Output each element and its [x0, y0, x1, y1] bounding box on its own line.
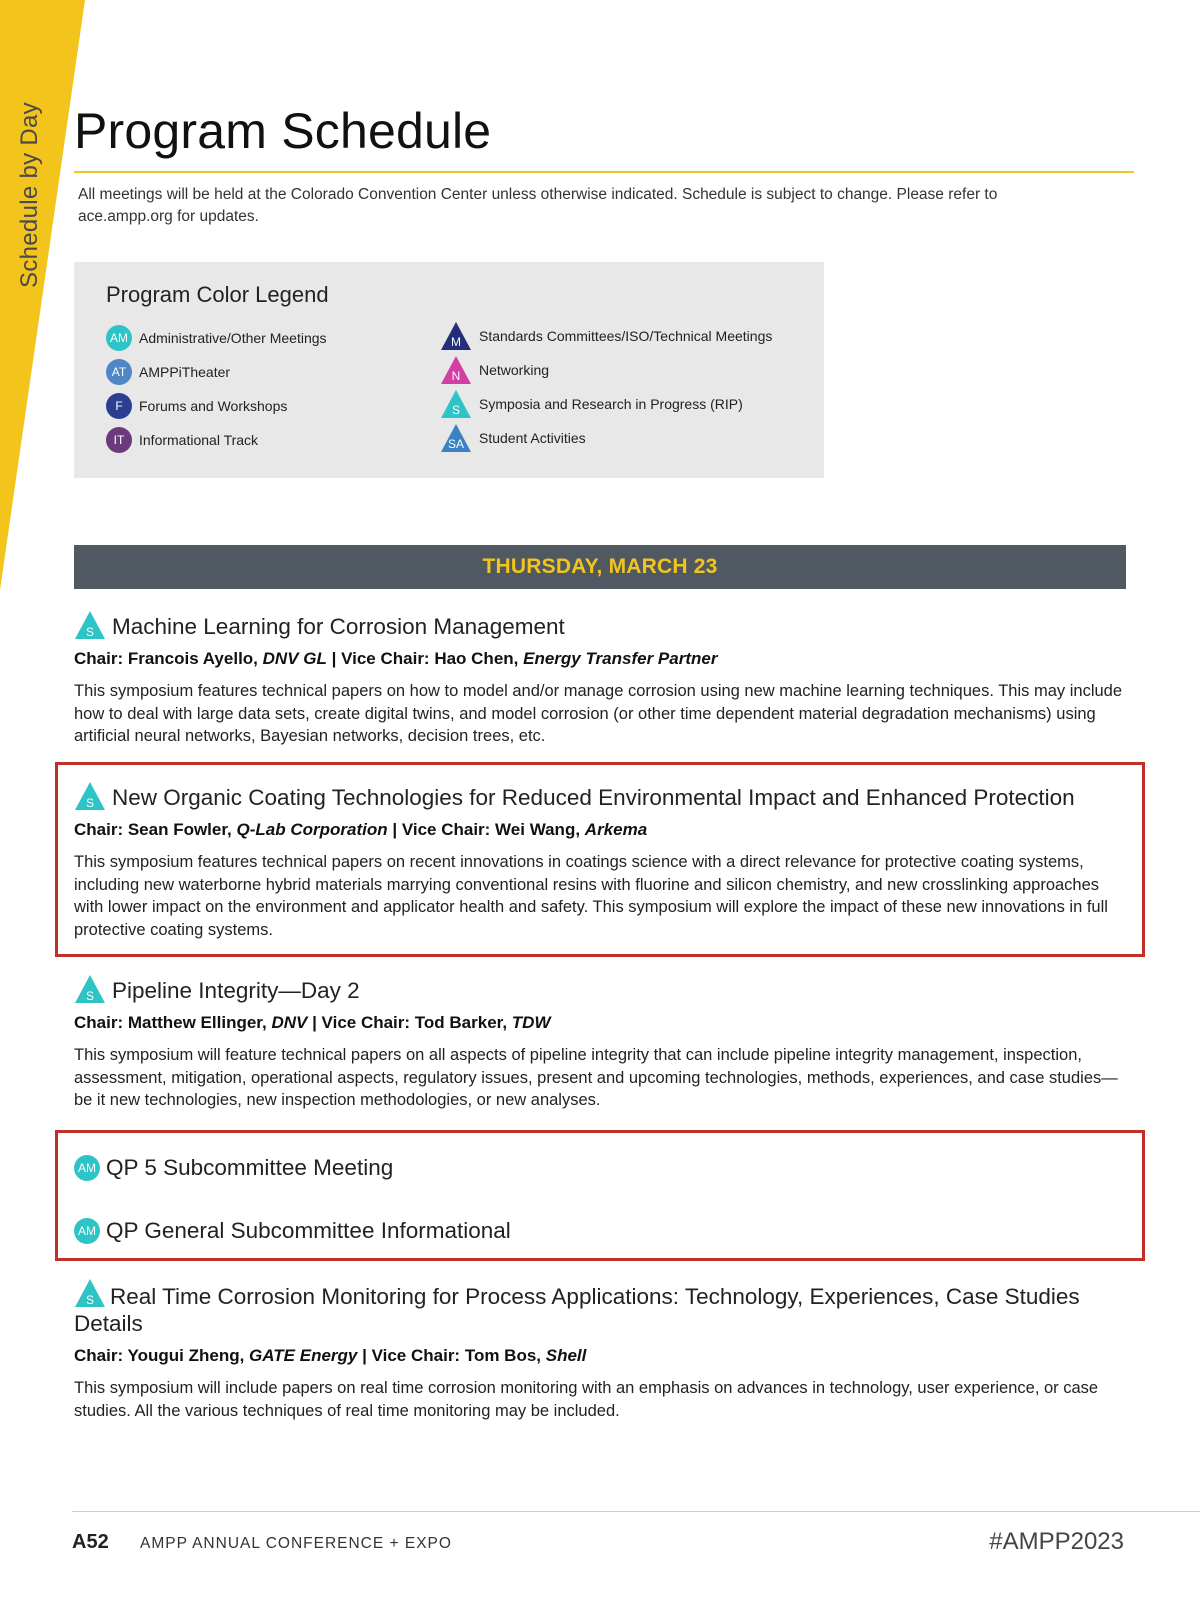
svg-text:S: S	[451, 403, 461, 417]
chair-label: Chair: Yougui Zheng,	[74, 1346, 245, 1365]
chair-org: DNV	[271, 1013, 308, 1032]
am-circle-icon: AM	[106, 325, 132, 351]
chair-label: Chair: Francois Ayello,	[74, 649, 258, 668]
svg-text:S: S	[85, 796, 95, 810]
at-circle-icon: AT	[106, 359, 132, 385]
side-tab-label: Schedule by Day	[16, 102, 44, 288]
legend-label: Student Activities	[479, 430, 586, 446]
legend-item-student	[440, 423, 586, 453]
legend-item-informational	[106, 427, 258, 453]
vice-chair-label: | Vice Chair: Hao Chen,	[331, 649, 519, 668]
legend-item-amppitheater	[106, 359, 230, 385]
n-triangle-icon	[440, 355, 472, 385]
legend-label: Informational Track	[139, 432, 259, 448]
session-description: This symposium will include papers on real time corrosion monitoring with an emphasis on advances in technology, user experience, or case studies. All the various techniques of real time monitoring may be included.	[74, 1379, 1099, 1420]
chair-org: Q-Lab Corporation	[236, 820, 388, 839]
session-title: Real Time Corrosion Monitoring for Process Applications: Technology, Experiences, Case Studies Details	[74, 1284, 1080, 1336]
vice-chair-org: Shell	[545, 1346, 587, 1365]
legend-item-symposia	[440, 389, 743, 419]
svg-text:S: S	[85, 625, 95, 639]
svg-text:SA: SA	[447, 437, 465, 451]
m-triangle-icon	[440, 321, 472, 351]
session-heading	[74, 1217, 1129, 1244]
session-description: This symposium will feature technical papers on all aspects of pipeline integrity that can include pipeline integrity management, inspection, assessment, mitigation, operational aspects, regulatory issues, present and upcoming technologies, methods, experiences, and case studies—be it new technologies, new inspection methodologies, or new analyses.	[74, 1046, 1118, 1109]
am-circle-icon: AM	[74, 1218, 100, 1244]
legend-label: Symposia and Research in Progress (RIP)	[479, 396, 743, 412]
program-color-legend	[74, 262, 824, 478]
session-machine-learning	[74, 610, 1129, 748]
session-heading	[74, 1154, 1129, 1181]
session-chairs	[74, 648, 1129, 670]
session-heading	[74, 1278, 1129, 1337]
session-pipeline-integrity	[74, 974, 1129, 1112]
s-triangle-icon	[74, 610, 106, 640]
legend-item-standards	[440, 321, 772, 351]
s-triangle-icon	[74, 781, 106, 811]
title-divider	[74, 171, 1134, 173]
session-qp-general-subcommittee	[74, 1217, 1129, 1244]
session-real-time-monitoring	[74, 1278, 1129, 1422]
session-title: New Organic Coating Technologies for Reduced Environmental Impact and Enhanced Protection	[112, 785, 1075, 810]
intro-text: All meetings will be held at the Colorado Convention Center unless otherwise indicated. Schedule is subject to change. Please refer to ace.ampp.org for updates.	[78, 186, 998, 225]
am-circle-icon: AM	[74, 1155, 100, 1181]
conference-name: AMPP ANNUAL CONFERENCE + EXPO	[140, 1535, 452, 1552]
legend-label: Standards Committees/ISO/Technical Meetings	[479, 328, 773, 344]
hashtag: #AMPP2023	[989, 1528, 1124, 1555]
legend-title: Program Color Legend	[106, 282, 329, 307]
s-triangle-icon	[440, 389, 472, 419]
s-triangle-icon	[74, 974, 106, 1004]
chair-org: DNV GL	[262, 649, 327, 668]
vice-chair-org: Arkema	[584, 820, 648, 839]
vice-chair-label: | Vice Chair: Tom Bos,	[362, 1346, 541, 1365]
legend-label: AMPPiTheater	[139, 364, 231, 380]
side-tab-label-wrap	[8, 102, 52, 288]
chair-label: Chair: Sean Fowler,	[74, 820, 232, 839]
session-chairs	[74, 819, 1129, 841]
sa-triangle-icon	[440, 423, 472, 453]
page-title: Program Schedule	[74, 103, 492, 159]
day-header: THURSDAY, MARCH 23	[482, 555, 718, 578]
svg-text:M: M	[451, 335, 461, 349]
legend-label: Networking	[479, 362, 550, 378]
svg-text:S: S	[85, 1293, 95, 1307]
session-title: Pipeline Integrity—Day 2	[112, 978, 360, 1003]
session-qp5-subcommittee	[74, 1154, 1129, 1181]
legend-item-administrative	[106, 325, 327, 351]
f-circle-icon: F	[106, 393, 132, 419]
session-title: QP General Subcommittee Informational	[106, 1218, 511, 1243]
legend-label: Forums and Workshops	[139, 398, 288, 414]
session-heading	[74, 974, 1129, 1004]
session-heading	[74, 610, 1129, 640]
day-header-bar	[74, 545, 1126, 589]
session-description: This symposium features technical papers on how to model and/or manage corrosion using new machine learning techniques. This may include how to deal with large data sets, create digital twins, and model corrosion (or other time dependent material degradation mechanisms) using artificial neural networks, Bayesian networks, decision trees, etc.	[74, 682, 1123, 745]
session-organic-coating	[74, 781, 1129, 941]
vice-chair-label: | Vice Chair: Tod Barker,	[312, 1013, 508, 1032]
it-circle-icon: IT	[106, 427, 132, 453]
legend-label: Administrative/Other Meetings	[139, 330, 327, 346]
svg-text:N: N	[451, 369, 461, 383]
session-chairs	[74, 1345, 1129, 1367]
session-heading	[74, 781, 1129, 811]
s-triangle-icon	[74, 1278, 106, 1308]
session-chairs	[74, 1012, 1129, 1034]
vice-chair-org: Energy Transfer Partner	[523, 649, 718, 668]
vice-chair-label: | Vice Chair: Wei Wang,	[392, 820, 581, 839]
footer-divider	[72, 1511, 1200, 1512]
session-description: This symposium features technical papers on recent innovations in coatings science with a direct relevance for protective coating systems, including new waterborne hybrid materials marrying conventional resins with fluorine and silicon chemistry, and new crosslinking approaches with lower impact on the environment and applicator health and safety. This symposium will explore the impact of these new innovations in full protective coating systems.	[74, 853, 1108, 939]
svg-text:S: S	[85, 989, 95, 1003]
chair-org: GATE Energy	[249, 1346, 358, 1365]
legend-item-forums	[106, 393, 287, 419]
session-title: Machine Learning for Corrosion Management	[112, 614, 565, 639]
vice-chair-org: TDW	[511, 1013, 551, 1032]
chair-label: Chair: Matthew Ellinger,	[74, 1013, 267, 1032]
session-title: QP 5 Subcommittee Meeting	[106, 1155, 394, 1180]
page-number: A52	[72, 1531, 109, 1553]
legend-item-networking	[440, 355, 549, 385]
